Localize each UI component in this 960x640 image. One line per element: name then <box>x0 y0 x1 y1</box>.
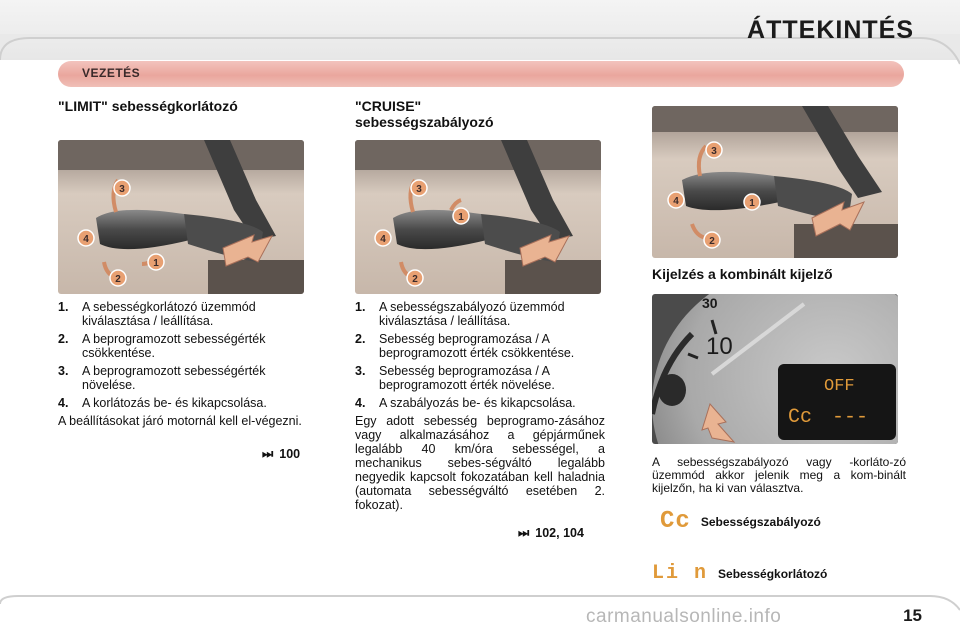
display-description: A sebességszabályozó vagy -korláto-zó üzemmód akkor jelenik meg a kom-binált kijelzőn, ha ki van választva. <box>652 455 906 495</box>
svg-text:4: 4 <box>380 234 386 245</box>
svg-text:3: 3 <box>416 184 422 195</box>
svg-text:1: 1 <box>749 198 755 209</box>
list-item: 2. Sebesség beprogramozása / A beprogramozott érték csökkentése. <box>355 332 575 360</box>
limit-page-ref[interactable]: ⏭ 100 <box>262 447 301 461</box>
limit-title: "LIMIT" sebességkorlátozó <box>58 98 238 114</box>
svg-text:2: 2 <box>115 274 121 285</box>
section-band <box>58 61 904 87</box>
svg-text:2: 2 <box>709 236 715 247</box>
display-dashes-text: --- <box>832 406 869 429</box>
page-number: 15 <box>903 606 922 625</box>
list-item: 3. Sebesség beprogramozása / A beprogramozott érték növelése. <box>355 364 555 392</box>
list-item: 4. A szabályozás be- és kikapcsolása. <box>355 396 576 410</box>
footer-curve <box>0 590 960 640</box>
legend-cruise-label: Sebességszabályozó <box>700 514 821 529</box>
limit-symbol-icon: Li n <box>652 562 709 585</box>
legend-limit-label: Sebességkorlátozó <box>718 566 828 581</box>
page-title: ÁTTEKINTÉS <box>747 16 914 44</box>
legend-limit <box>652 562 827 585</box>
section-label: VEZETÉS <box>82 66 141 80</box>
svg-text:1: 1 <box>458 212 464 223</box>
list-item: 4. A korlátozás be- és kikapcsolása. <box>58 396 267 410</box>
legend-cruise <box>660 508 821 535</box>
limit-stalk-photo <box>58 140 304 294</box>
gauge-tick-30: 30 <box>702 295 718 311</box>
svg-text:4: 4 <box>83 234 89 245</box>
cruise-stalk-photo <box>355 140 601 294</box>
cruise-page-ref[interactable]: ⏭ 102, 104 <box>518 526 584 540</box>
list-item: 2. A beprogramozott sebességérték csökkentése. <box>58 332 266 360</box>
cruise-title: "CRUISE" sebességszabályozó <box>355 98 494 130</box>
list-item: 1. A sebességkorlátozó üzemmód kiválasztása / leállítása. <box>58 300 256 328</box>
cruise-symbol-icon: Cc <box>660 508 691 535</box>
list-item: 3. A beprogramozott sebességérték növelése. <box>58 364 266 392</box>
display-off-text: OFF <box>824 377 855 396</box>
cruise-list <box>355 300 605 512</box>
svg-text:2: 2 <box>412 274 418 285</box>
stalk-closeup-photo <box>652 106 898 258</box>
instrument-cluster-photo <box>652 294 898 444</box>
svg-text:4: 4 <box>673 196 679 207</box>
limit-list <box>58 300 308 428</box>
svg-text:3: 3 <box>119 184 125 195</box>
watermark: carmanualsonline.info <box>586 606 782 627</box>
list-item: 1. A sebességszabályozó üzemmód kiválasztása / leállítása. <box>355 300 565 328</box>
display-cc-text: Cc <box>788 406 813 429</box>
page-ref-arrow-icon: ⏭ <box>262 447 274 461</box>
page-ref-arrow-icon: ⏭ <box>518 526 530 540</box>
cruise-note: Egy adott sebesség beprogramo-zásához vagy alkalmazásához a gépjárműnek legalább 40 km/óra sebességel, a mechanikus sebes-ségváltó legalább negyedik kapcsolt fokozatában kell haladnia (automata sebességváltó esetében 2. fokozat). <box>355 414 605 512</box>
svg-text:1: 1 <box>153 258 159 269</box>
display-section-title: Kijelzés a kombinált kijelző <box>652 266 833 282</box>
svg-text:3: 3 <box>711 146 717 157</box>
gauge-tick-10: 10 <box>706 333 733 360</box>
limit-note: A beállításokat járó motornál kell el-végezni. <box>58 414 302 428</box>
